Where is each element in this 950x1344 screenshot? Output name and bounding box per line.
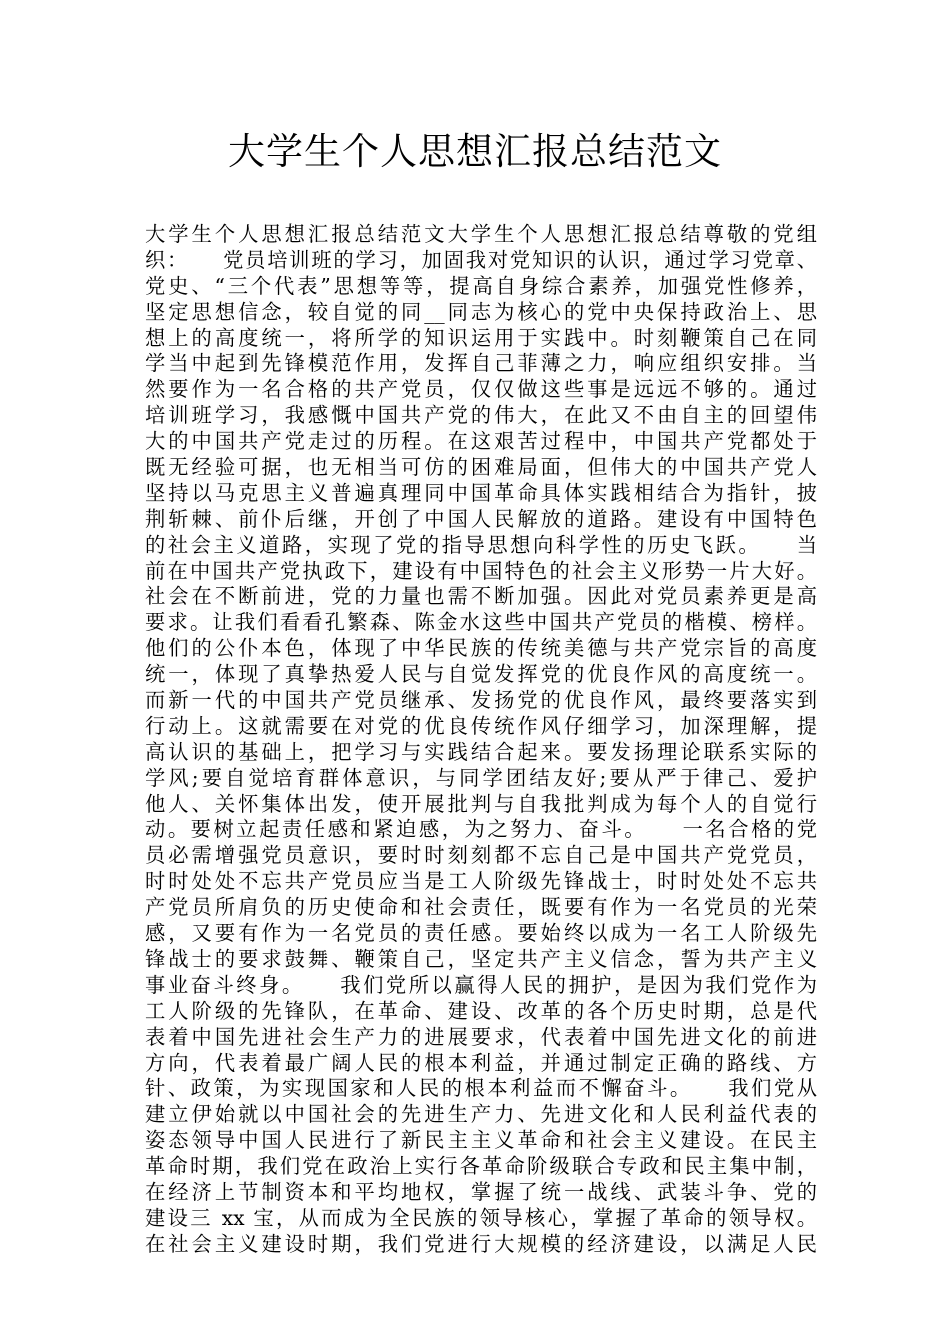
- body-text-line: 既无经验可据，也无相当可仿的困难局面，但伟大的中国共产党人: [145, 455, 817, 480]
- body-text-line: 党史、“三个代表”思想等等，提高自身综合素养，加强党性修养，: [145, 273, 817, 298]
- body-text-line: 统一，体现了真挚热爱人民与自觉发挥党的优良作风的高度统一。: [145, 662, 817, 687]
- body-text-line: 他们的公仆本色，体现了中华民族的传统美德与共产党宗旨的高度: [145, 636, 817, 661]
- body-text-line: 工人阶级的先锋队，在革命、建设、改革的各个历史时期，总是代: [145, 998, 817, 1023]
- body-text-line: 的社会主义道路，实现了党的指导思想向科学性的历史飞跃。 当: [145, 532, 817, 557]
- body-text-line: 行动上。这就需要在对党的优良传统作风仔细学习，加深理解，提: [145, 713, 817, 738]
- body-text-line: 在社会主义建设时期，我们党进行大规模的经济建设，以满足人民: [145, 1231, 817, 1256]
- body-text-line: 然要作为一名合格的共产党员，仅仅做这些事是远远不够的。通过: [145, 377, 817, 402]
- body-text-line: 他人、关怀集体出发，使开展批判与自我批判成为每个人的自觉行: [145, 791, 817, 816]
- body-text-line: 针、政策，为实现国家和人民的根本利益而不懈奋斗。 我们党从: [145, 1076, 817, 1101]
- body-text-line: 前在中国共产党执政下，建设有中国特色的社会主义形势一片大好。: [145, 558, 817, 583]
- body-text-line: 荆斩棘、前仆后继，开创了中国人民解放的道路。建设有中国特色: [145, 506, 817, 531]
- body-text-line: 培训班学习，我感慨中国共产党的伟大，在此又不由自主的回望伟: [145, 403, 817, 428]
- body-text-line: 织： 党员培训班的学习，加固我对党知识的认识，通过学习党章、: [145, 247, 817, 272]
- document-title: 大学生个人思想汇报总结范文: [228, 130, 722, 173]
- body-text-line: 事业奋斗终身。 我们党所以赢得人民的拥护，是因为我们党作为: [145, 972, 817, 997]
- body-text-line: 而新一代的中国共产党员继承、发扬党的优良作风，最终要落实到: [145, 688, 817, 713]
- body-text-line: 员必需增强党员意识，要时时刻刻都不忘自己是中国共产党党员，: [145, 843, 817, 868]
- body-text-line: 坚持以马克思主义普遍真理同中国革命具体实践相结合为指针，披: [145, 480, 817, 505]
- body-text-line: 学风;要自觉培育群体意识，与同学团结友好;要从严于律己、爱护: [145, 765, 817, 790]
- body-text-line: 锋战士的要求鼓舞、鞭策自己，坚定共产主义信念，誓为共产主义: [145, 946, 817, 971]
- body-text-line: 产党员所肩负的历史使命和社会责任，既要有作为一名党员的光荣: [145, 895, 817, 920]
- body-text-line: 革命时期，我们党在政治上实行各革命阶级联合专政和民主集中制，: [145, 1154, 817, 1179]
- body-text-line: 动。要树立起责任感和紧迫感，为之努力、奋斗。 一名合格的党: [145, 817, 817, 842]
- body-text-line: 建设三 xx 宝，从而成为全民族的领导核心，掌握了革命的领导权。: [145, 1205, 817, 1230]
- body-text-line: 学当中起到先锋模范作用，发挥自己菲薄之力，响应组织安排。当: [145, 351, 817, 376]
- body-text-line: 大学生个人思想汇报总结范文大学生个人思想汇报总结尊敬的党组: [145, 222, 817, 246]
- body-text-line: 时时处处不忘共产党员应当是工人阶级先锋战士，时时处处不忘共: [145, 869, 817, 894]
- body-text-line: 方向，代表着最广阔人民的根本利益，并通过制定正确的路线、方: [145, 1050, 817, 1075]
- body-text-line: 大的中国共产党走过的历程。在这艰苦过程中，中国共产党都处于: [145, 429, 817, 454]
- body-text-line: 要求。让我们看看孔繁森、陈金水这些中国共产党员的楷模、榜样。: [145, 610, 817, 635]
- body-text-line: 在经济上节制资本和平均地权，掌握了统一战线、武装斗争、党的: [145, 1179, 817, 1204]
- body-text-line: 坚定思想信念，较自觉的同__同志为核心的党中央保持政治上、思: [145, 299, 817, 324]
- body-text-line: 感，又要有作为一名党员的责任感。要始终以成为一名工人阶级先: [145, 921, 817, 946]
- body-text-line: 高认识的基础上，把学习与实践结合起来。要发扬理论联系实际的: [145, 739, 817, 764]
- body-text-line: 想上的高度统一，将所学的知识运用于实践中。时刻鞭策自己在同: [145, 325, 817, 350]
- document-body: [145, 222, 817, 1258]
- body-text-line: 表着中国先进社会生产力的进展要求，代表着中国先进文化的前进: [145, 1024, 817, 1049]
- body-text-line: 姿态领导中国人民进行了新民主主义革命和社会主义建设。在民主: [145, 1128, 817, 1153]
- body-text-line: 社会在不断前进，党的力量也需不断加强。因此对党员素养更是高: [145, 584, 817, 609]
- body-text-line: 建立伊始就以中国社会的先进生产力、先进文化和人民利益代表的: [145, 1102, 817, 1127]
